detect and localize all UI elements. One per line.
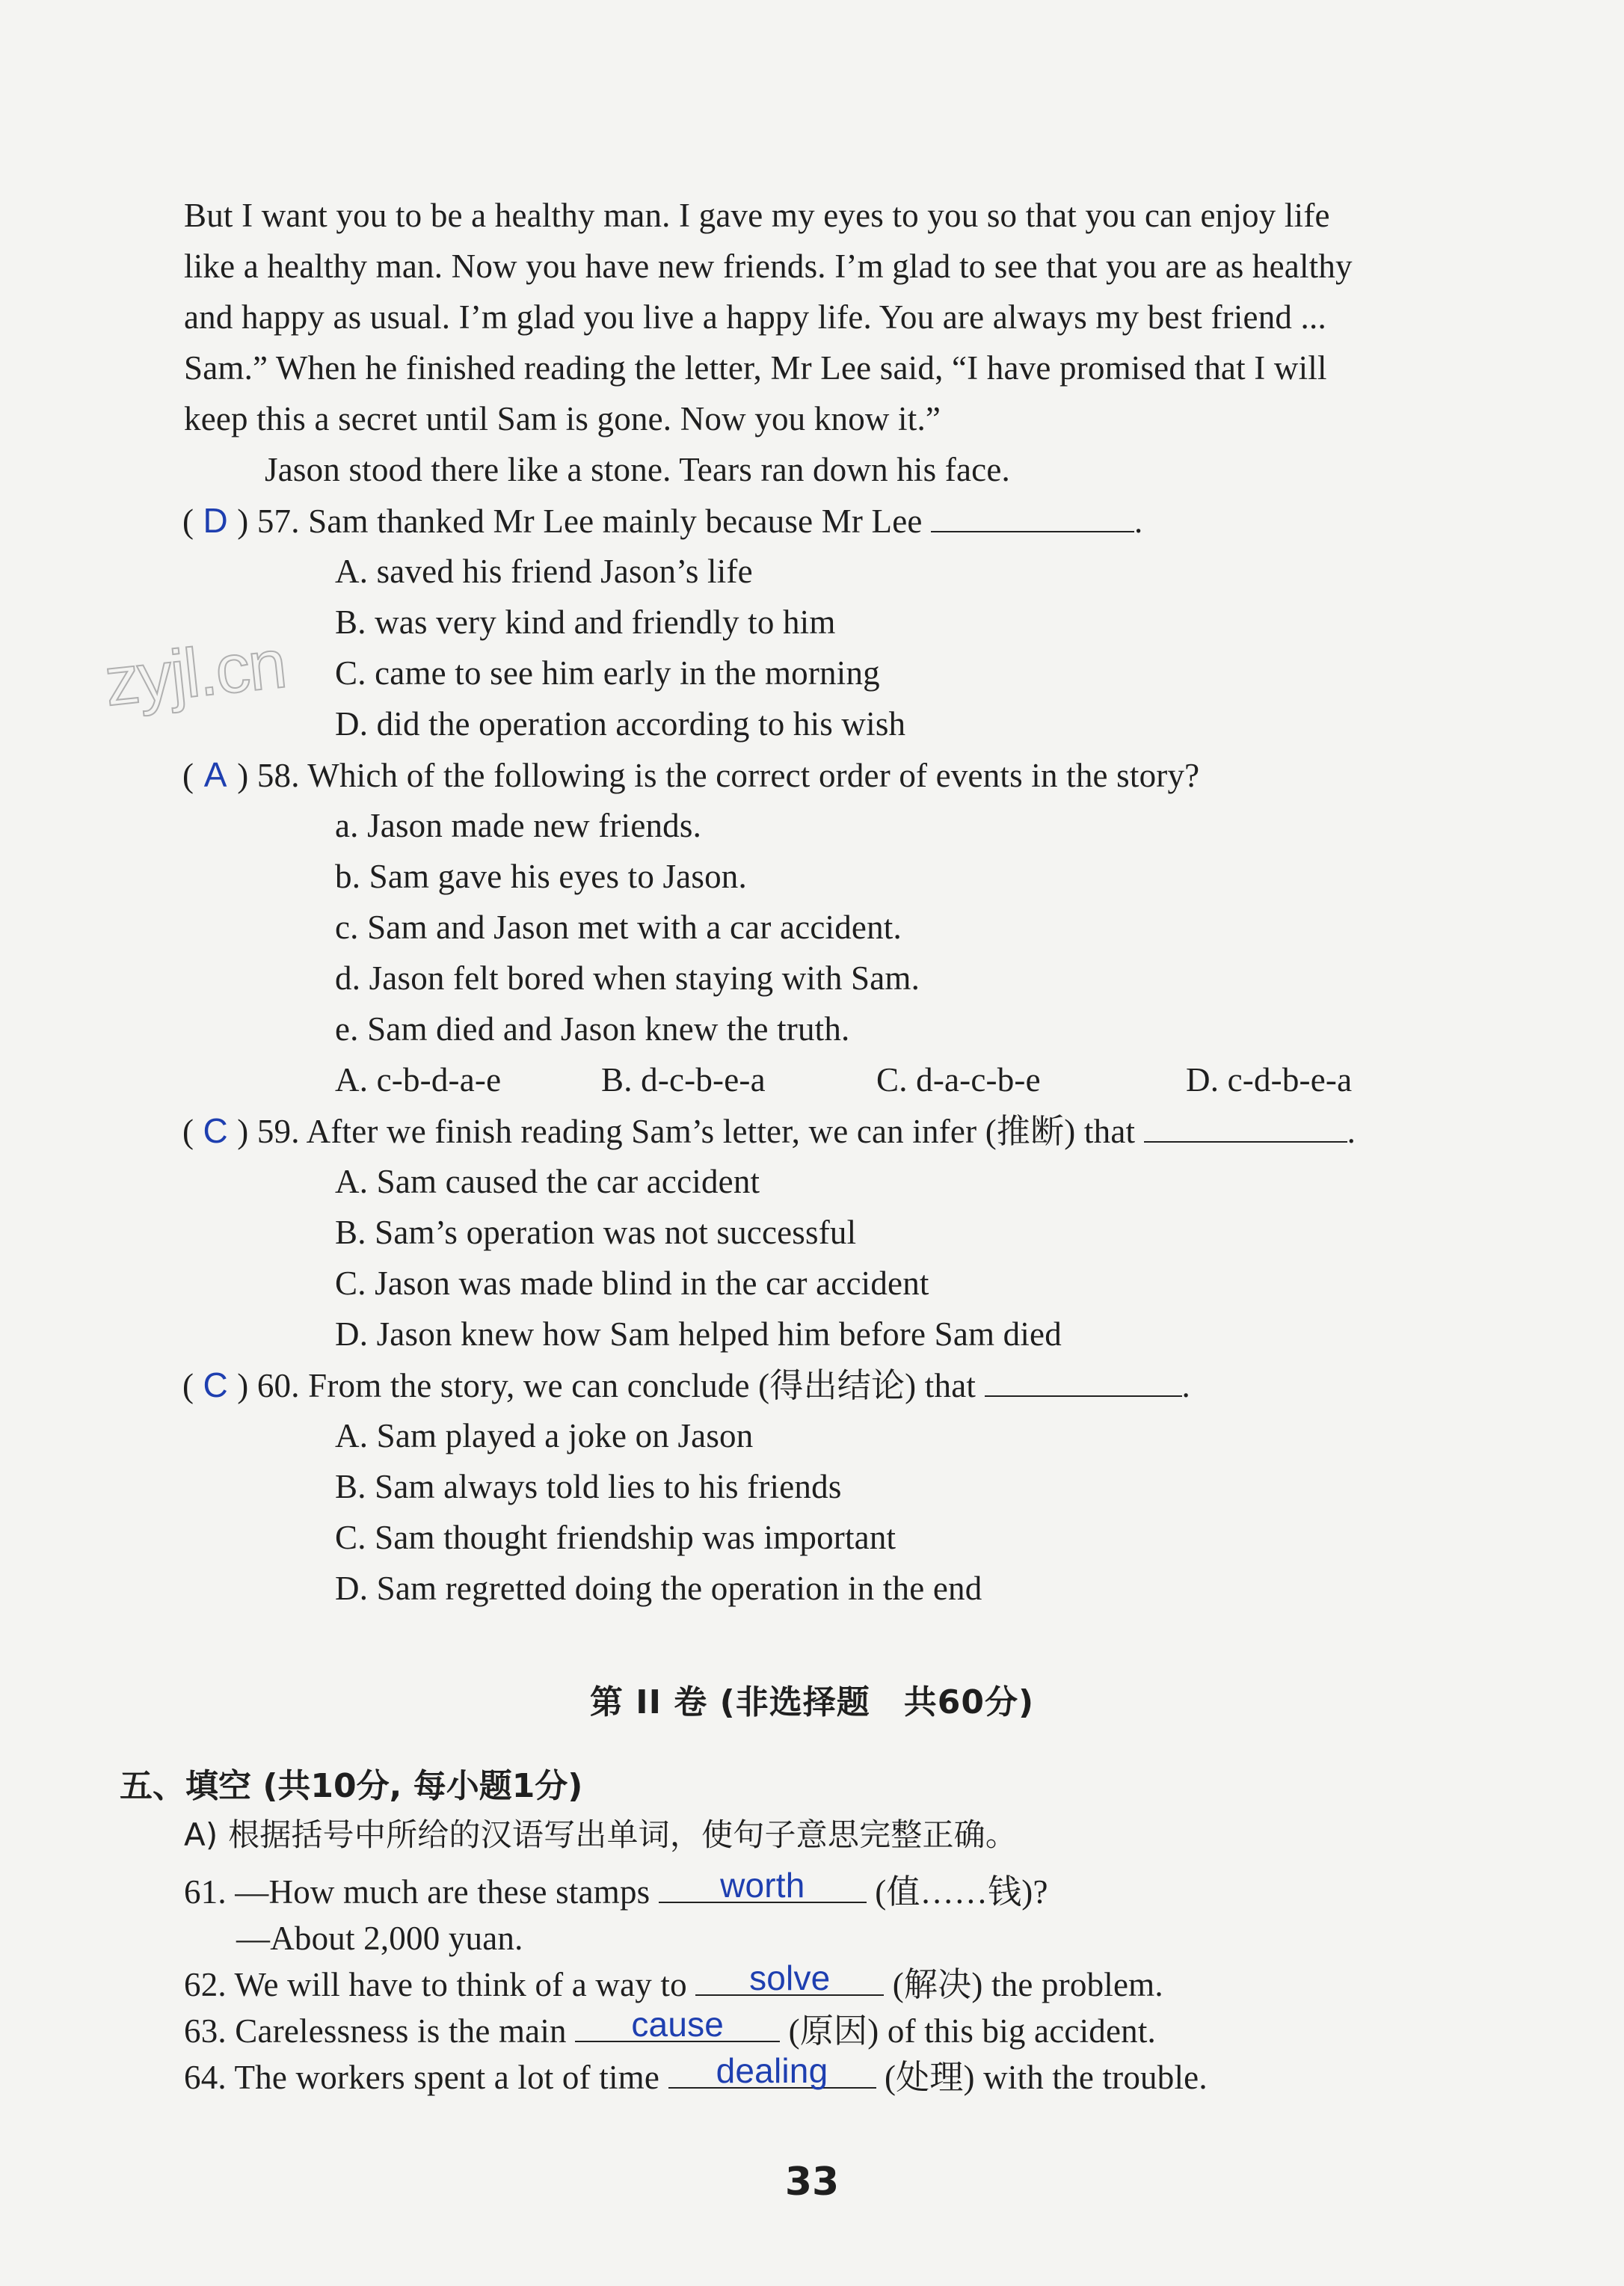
section-title: 第 II 卷 (非选择题 共60分) (589, 1683, 1035, 1721)
fill-item-64 (184, 2051, 1208, 2100)
stem-end: . (1181, 1367, 1190, 1404)
fill-item-hint: (原因) of this big accident. (788, 2012, 1156, 2050)
passage-line: keep this a secret until Sam is gone. Now you know it.” (184, 400, 941, 437)
stem-end: . (1347, 1113, 1356, 1150)
answer-60: C (203, 1365, 228, 1404)
option: D. did the operation according to his wish (335, 705, 906, 743)
question-57-stem (182, 498, 1142, 544)
answer-58: A (203, 755, 227, 794)
question-60-text: ) 60. From the story, we can conclude (得出结论) that (237, 1367, 976, 1404)
event-item: c. Sam and Jason met with a car accident. (335, 909, 902, 946)
fill-item-hint: (值……钱)? (875, 1873, 1048, 1911)
option: C. d-a-c-b-e (876, 1061, 1041, 1099)
option: C. came to see him early in the morning (335, 654, 880, 692)
answer-blank (1144, 1111, 1347, 1143)
option: C. Jason was made blind in the car accident (335, 1265, 929, 1302)
option: B. Sam’s operation was not successful (335, 1214, 857, 1251)
option: B. was very kind and friendly to him (335, 603, 836, 641)
option: A. Sam played a joke on Jason (335, 1417, 754, 1454)
option: B. d-c-b-e-a (601, 1061, 766, 1099)
passage-line: Sam.” When he finished reading the letter, Mr Lee said, “I have promised that I will (184, 349, 1327, 387)
passage-line: like a healthy man. Now you have new friends. I’m glad to see that you are as healthy (184, 248, 1353, 285)
fill-item-text: 61. —How much are these stamps (184, 1873, 650, 1911)
event-item: a. Jason made new friends. (335, 807, 702, 844)
answer-blank (931, 501, 1134, 532)
watermark-logo: zyjl.cn (101, 625, 289, 721)
question-58-stem (182, 752, 1199, 798)
option: B. Sam always told lies to his friends (335, 1468, 842, 1505)
fill-item-text: 62. We will have to think of a way to (184, 1966, 687, 2003)
instruction: A) 根据括号中所给的汉语写出单词，使句子意思完整正确。 (184, 1816, 1018, 1853)
passage-line: and happy as usual. I’m glad you live a happy life. You are always my best friend ... (184, 298, 1326, 336)
fill-answer: worth (659, 1869, 867, 1903)
option: A. saved his friend Jason’s life (335, 553, 753, 590)
fill-item-hint: (处理) with the trouble. (884, 2059, 1208, 2096)
stem-end: . (1134, 503, 1143, 540)
fill-item-61 (184, 1866, 1048, 1914)
answer-59: C (203, 1111, 228, 1150)
option: A. Sam caused the car accident (335, 1163, 760, 1200)
question-60-stem (182, 1362, 1190, 1408)
passage-line: But I want you to be a healthy man. I gave my eyes to you so that you can enjoy life (184, 197, 1330, 234)
event-item: e. Sam died and Jason knew the truth. (335, 1010, 850, 1048)
option: A. c-b-d-a-e (335, 1061, 502, 1099)
open-paren: ( (182, 1113, 194, 1150)
option: D. c-d-b-e-a (1186, 1061, 1353, 1099)
option: C. Sam thought friendship was important (335, 1519, 896, 1556)
open-paren: ( (182, 757, 194, 794)
question-59-text: ) 59. After we finish reading Sam’s letter, we can infer (推断) that (237, 1113, 1136, 1150)
page-number: 33 (784, 2160, 840, 2204)
fill-answer: solve (695, 1961, 884, 1996)
fill-item-61-reply: —About 2,000 yuan. (236, 1920, 523, 1957)
fill-item-63 (184, 2005, 1156, 2053)
passage-line: Jason stood there like a stone. Tears ran down his face. (265, 451, 1010, 488)
option: D. Sam regretted doing the operation in the end (335, 1570, 982, 1607)
fill-item-text: 63. Carelessness is the main (184, 2012, 567, 2050)
option: D. Jason knew how Sam helped him before Sam died (335, 1315, 1062, 1353)
question-58-text: ) 58. Which of the following is the correct order of events in the story? (237, 757, 1200, 794)
fill-item-hint: (解决) the problem. (892, 1966, 1163, 2003)
open-paren: ( (182, 1367, 194, 1404)
fill-item-text: 64. The workers spent a lot of time (184, 2059, 660, 2096)
answer-57: D (203, 501, 228, 540)
fill-answer: cause (575, 2008, 780, 2042)
open-paren: ( (182, 503, 194, 540)
question-59-stem (182, 1108, 1356, 1154)
answer-blank (985, 1365, 1182, 1397)
fill-answer: dealing (668, 2054, 876, 2089)
fill-item-62 (184, 1958, 1163, 2007)
part-heading: 五、填空 (共10分, 每小题1分) (120, 1767, 583, 1805)
question-57-text: ) 57. Sam thanked Mr Lee mainly because Mr Lee (237, 503, 923, 540)
event-item: b. Sam gave his eyes to Jason. (335, 858, 747, 895)
event-item: d. Jason felt bored when staying with Sam. (335, 959, 920, 997)
